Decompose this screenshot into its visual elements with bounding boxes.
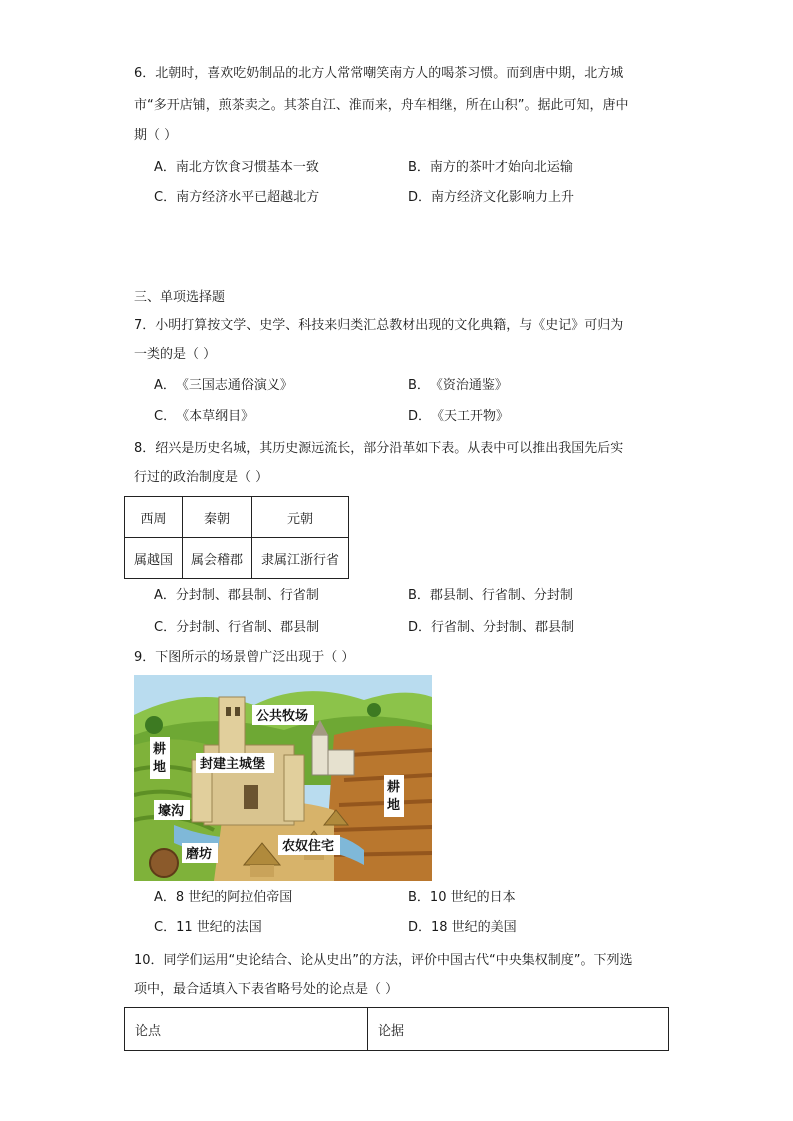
- label-common-pasture: 公共牧场: [256, 709, 309, 724]
- label-serf-house: 农奴住宅: [282, 839, 335, 854]
- section-heading: 三、单项选择题: [134, 290, 226, 305]
- q8-option-b[interactable]: B．郡县制、行省制、分封制: [408, 588, 573, 603]
- q9-option-a[interactable]: A．8 世纪的阿拉伯帝国: [154, 890, 293, 905]
- q6-stem-line3: 期（ ）: [134, 128, 178, 143]
- label-moat: 壕沟: [158, 804, 185, 819]
- q7-option-a[interactable]: A． 《三国志通俗演义》: [154, 378, 293, 393]
- manor-scene-illustration: [134, 675, 432, 881]
- q10-stem-line2: 项中，最合适填入下表省略号处的论点是（ ）: [134, 982, 399, 997]
- label-field-right-char1: 耕: [387, 780, 401, 795]
- q10-table: [124, 1007, 669, 1051]
- table-row: [125, 1008, 669, 1051]
- q9-stem: 9．下图所示的场景曾广泛出现于（ ）: [134, 650, 355, 665]
- q8-table: [124, 496, 349, 579]
- label-feudal-castle: 封建主城堡: [200, 757, 266, 772]
- q7-stem-line1: 7．小明打算按文学、史学、科技来归类汇总教材出现的文化典籍，与《史记》可归为: [134, 318, 624, 333]
- q8-option-c[interactable]: C．分封制、行省制、郡县制: [154, 620, 320, 635]
- table-header-argument: 论点: [125, 1008, 368, 1051]
- table-header-evidence: 论据: [368, 1008, 669, 1051]
- q7-option-c[interactable]: C． 《本草纲目》: [154, 409, 255, 424]
- table-header-cell: 西周: [125, 497, 183, 538]
- q8-option-a[interactable]: A．分封制、郡县制、行省制: [154, 588, 319, 603]
- q9-option-d[interactable]: D．18 世纪的美国: [408, 920, 517, 935]
- q8-option-d[interactable]: D．行省制、分封制、郡县制: [408, 620, 575, 635]
- q6-option-a[interactable]: A．南北方饮食习惯基本一致: [154, 160, 319, 175]
- manor-scene-svg: [134, 675, 432, 881]
- q6-option-b[interactable]: B．南方的茶叶才始向北运输: [408, 160, 573, 175]
- q10-stem-line1: 10．同学们运用“史论结合、论从史出”的方法，评价中国古代“中央集权制度”。下列选: [134, 953, 633, 968]
- label-field-left-char2: 地: [153, 760, 167, 775]
- label-mill: 磨坊: [186, 847, 213, 862]
- table-cell: 属会稽郡: [183, 538, 252, 579]
- table-cell: 属越国: [125, 538, 183, 579]
- q6-stem-line1: 6．北朝时，喜欢吃奶制品的北方人常常嘲笑南方人的喝茶习惯。而到唐中期，北方城: [134, 66, 624, 81]
- q9-option-b[interactable]: B．10 世纪的日本: [408, 890, 516, 905]
- q7-option-d[interactable]: D． 《天工开物》: [408, 409, 510, 424]
- q6-option-c[interactable]: C．南方经济水平已超越北方: [154, 190, 320, 205]
- q7-stem-line2: 一类的是（ ）: [134, 347, 217, 362]
- q8-stem-line1: 8．绍兴是历史名城，其历史源远流长，部分沿革如下表。从表中可以推出我国先后实: [134, 441, 624, 456]
- q6-option-d[interactable]: D．南方经济文化影响力上升: [408, 190, 575, 205]
- q6-stem-line2: 市“多开店铺，煎茶卖之。其茶自江、淮而来，舟车相继，所在山积”。据此可知，唐中: [134, 98, 629, 113]
- q8-stem-line2: 行过的政治制度是（ ）: [134, 470, 269, 485]
- q9-option-c[interactable]: C．11 世纪的法国: [154, 920, 262, 935]
- table-header-cell: 秦朝: [183, 497, 252, 538]
- label-field-right-char2: 地: [387, 798, 401, 813]
- table-row: [125, 497, 349, 538]
- table-header-cell: 元朝: [252, 497, 349, 538]
- q7-option-b[interactable]: B． 《资治通鉴》: [408, 378, 508, 393]
- table-cell: 隶属江浙行省: [252, 538, 349, 579]
- table-row: [125, 538, 349, 579]
- label-field-left-char1: 耕: [153, 742, 167, 757]
